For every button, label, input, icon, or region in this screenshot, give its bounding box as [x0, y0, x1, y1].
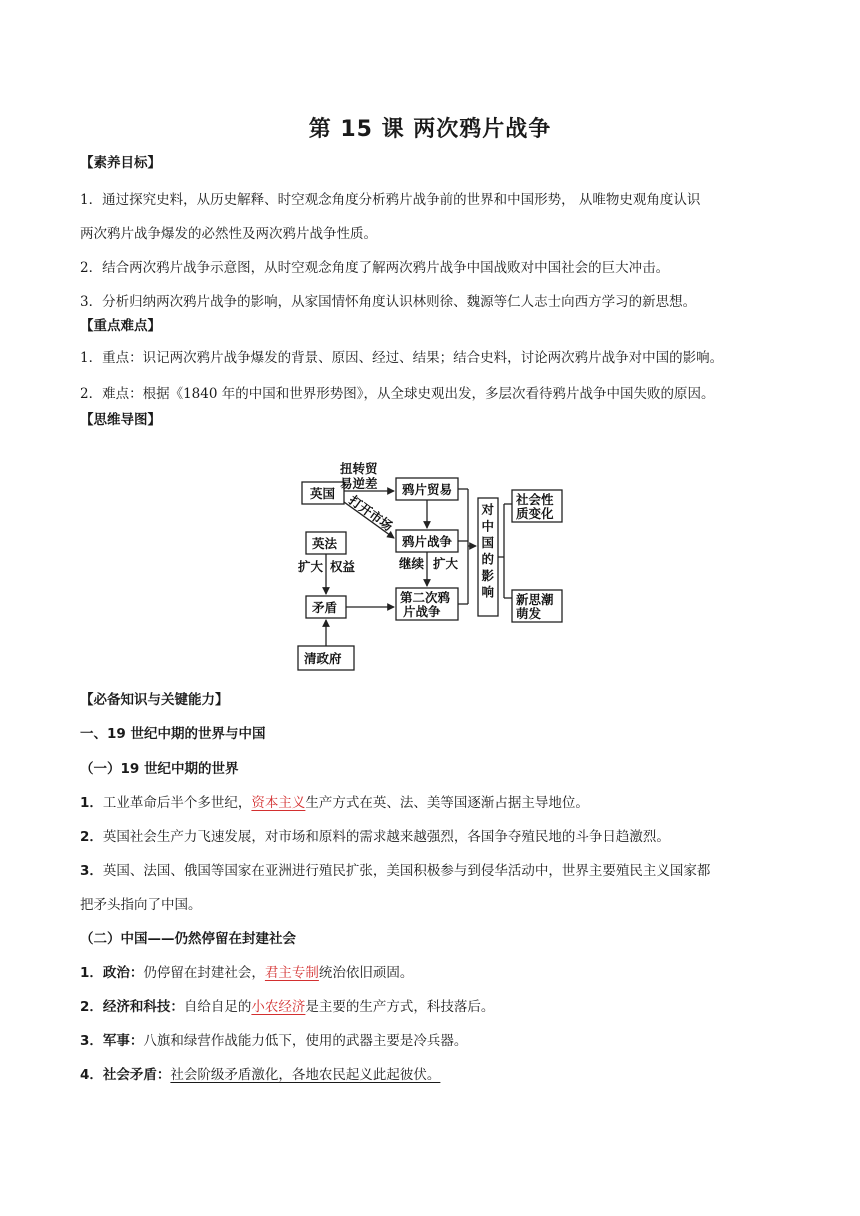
- reverse-deficit-label-2: 易逆差: [340, 476, 378, 491]
- china-item-2-label: 2．经济和科技：: [80, 999, 184, 1015]
- china-item-3-label: 3．军事：: [80, 1033, 144, 1049]
- world-item-1-post: 生产方式在英、法、美等国逐渐占据主导地位。: [305, 795, 589, 811]
- world-item-3-text: 英国、法国、俄国等国家在亚洲进行殖民扩张，美国积极参与到侵华活动中，世界主要殖民主义国家都: [102, 863, 711, 879]
- world-item-1-number: 1．: [80, 795, 103, 811]
- social-change-label-1: 社会性: [516, 492, 554, 507]
- second-war-label-2: 片战争: [403, 604, 441, 619]
- china-item-4-text: 社会阶级矛盾激化，各地农民起义此起彼伏。: [170, 1067, 441, 1083]
- impact-label: [481, 502, 495, 600]
- china-item-1-label: 1．政治：: [80, 965, 144, 981]
- world-item-3: [80, 861, 800, 881]
- china-item-2-post: 是主要的生产方式，科技落后。: [305, 999, 495, 1015]
- world-item-3-cont: 把矛头指向了中国。: [80, 897, 202, 913]
- key-point-1: 1．重点：识记两次鸦片战争爆发的背景、原因、经过、结果；结合史料，讨论两次鸦片战争对中国的影响。: [80, 350, 724, 366]
- social-change-label-2: 质变化: [516, 506, 554, 521]
- world-item-1-pre: 工业革命后半个多世纪，: [102, 795, 252, 811]
- subsection-1-heading: （一）19 世纪中期的世界: [80, 761, 239, 777]
- britain-france-label: 英法: [312, 536, 338, 551]
- world-item-1: [80, 793, 800, 813]
- expand-rights-label-1: 扩大: [298, 559, 324, 574]
- opium-war-label: 鸦片战争: [402, 534, 453, 549]
- subsection-2-heading: （二）中国——仍然停留在封建社会: [80, 931, 296, 947]
- second-war-label-1: 第二次鸦: [400, 590, 451, 605]
- reverse-deficit-label-1: 扭转贸: [340, 461, 378, 476]
- section-heading-knowledge: 【必备知识与关键能力】: [80, 692, 229, 708]
- china-item-1-post: 统治依旧顽固。: [318, 965, 414, 981]
- opium-trade-label: 鸦片贸易: [402, 482, 453, 497]
- china-item-4-label: 4．社会矛盾：: [80, 1067, 171, 1083]
- china-item-2: [80, 997, 800, 1017]
- impact-char: 响: [481, 584, 495, 600]
- goal-1-line-1: 1．通过探究史料，从历史解释、时空观念角度分析鸦片战争前的世界和中国形势， 从唯物史观角度认识: [80, 192, 701, 208]
- china-item-3: [80, 1031, 800, 1051]
- china-item-4: [80, 1065, 800, 1085]
- world-item-2-number: 2．: [80, 829, 103, 845]
- china-item-2-highlight: 小农经济: [251, 999, 306, 1015]
- china-item-3-text: 八旗和绿营作战能力低下，使用的武器主要是冷兵器。: [143, 1033, 468, 1049]
- goal-1-line-2: 两次鸦片战争爆发的必然性及两次鸦片战争性质。: [80, 226, 377, 242]
- world-item-2-text: 英国社会生产力飞速发展，对市场和原料的需求越来越强烈，各国争夺殖民地的斗争日趋激烈。: [102, 829, 670, 845]
- china-item-1-pre: 仍停留在封建社会，: [143, 965, 265, 981]
- impact-char: 对: [481, 502, 495, 517]
- impact-char: 的: [481, 551, 495, 567]
- page-title: 第 15 课 两次鸦片战争: [308, 117, 552, 142]
- expand-rights-label-2: 权益: [330, 559, 356, 574]
- conflict-label: 矛盾: [312, 600, 338, 615]
- key-point-2: 2．难点：根据《1840 年的中国和世界形势图》，从全球史观出发，多层次看待鸦片战争中国失败的原因。: [80, 386, 715, 402]
- impact-char: 中: [481, 518, 495, 534]
- mind-map-diagram: [290, 458, 580, 676]
- section-heading-goals: 【素养目标】: [80, 155, 161, 171]
- world-item-3-number: 3．: [80, 863, 103, 879]
- open-market-label: 打开市场: [346, 492, 396, 534]
- qing-gov-label: 清政府: [304, 651, 342, 666]
- china-item-1: [80, 963, 800, 983]
- world-item-2: [80, 827, 800, 847]
- goal-2: 2．结合两次鸦片战争示意图，从时空观念角度了解两次鸦片战争中国战败对中国社会的巨大冲击。: [80, 260, 670, 276]
- world-item-1-highlight: 资本主义: [251, 795, 306, 811]
- continue-label: 继续: [399, 556, 425, 571]
- new-thought-label-1: 新思潮: [516, 592, 554, 607]
- part-1-heading: 一、19 世纪中期的世界与中国: [80, 726, 266, 742]
- britain-label: 英国: [310, 486, 336, 501]
- new-thought-label-2: 萌发: [516, 606, 542, 621]
- goal-3: 3．分析归纳两次鸦片战争的影响，从家国情怀角度认识林则徐、魏源等仁人志士向西方学习的新思想。: [80, 294, 697, 310]
- china-item-2-pre: 自给自足的: [183, 999, 252, 1015]
- china-item-1-highlight: 君主专制: [264, 965, 319, 981]
- impact-char: 国: [481, 535, 495, 550]
- section-heading-key-points: 【重点难点】: [80, 318, 161, 334]
- impact-char: 影: [481, 568, 495, 583]
- expand-label: 扩大: [433, 556, 459, 571]
- section-heading-mind-map: 【思维导图】: [80, 412, 161, 428]
